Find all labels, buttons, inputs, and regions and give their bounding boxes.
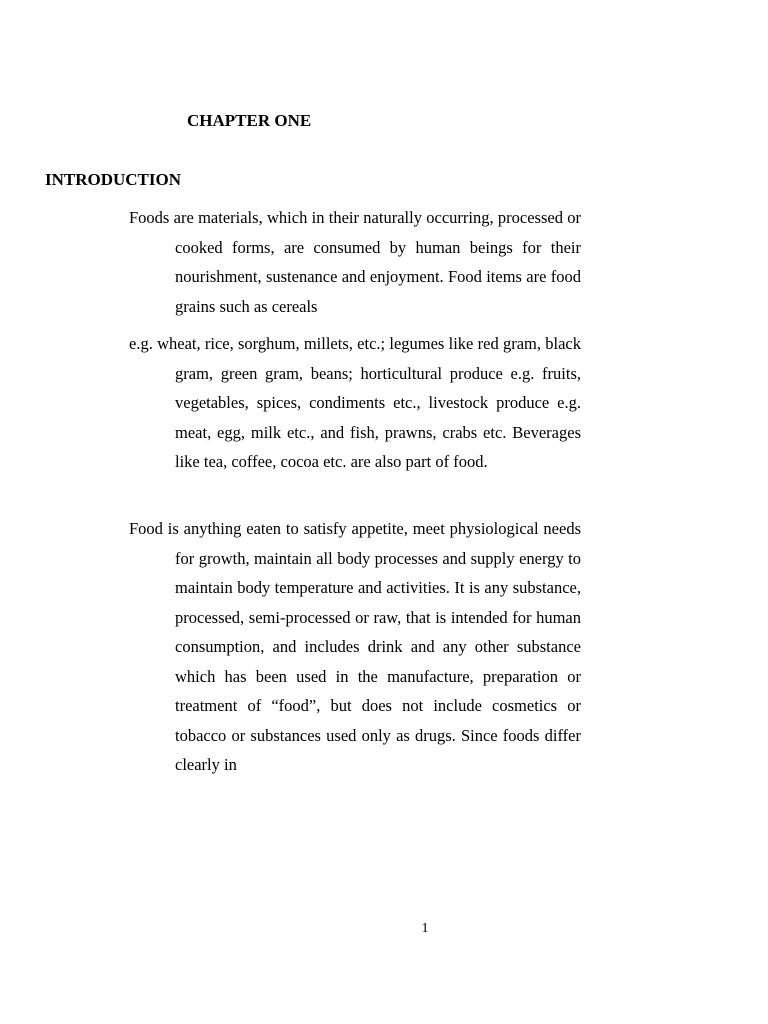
section-heading: INTRODUCTION: [45, 170, 182, 189]
paragraph-food-examples: e.g. wheat, rice, sorghum, millets, etc.; legumes like red gram, black gram, green gram, beans; horticultural produce e.g. fruits, vegetables, spices, condiments etc., livestock produce e.g. meat, egg, milk etc., and fish, prawns, crabs etc. Beverages like tea, coffee, cocoa etc. are also part of food.: [129, 334, 581, 471]
chapter-title: CHAPTER ONE: [187, 111, 312, 130]
paragraph-food-definition: Foods are materials, which in their naturally occurring, processed or cooked forms, are consumed by human beings for their nourishment, sustenance and enjoyment. Food items are food grains such as cereals: [129, 208, 581, 316]
page-number: 1: [421, 921, 429, 936]
paragraph-food-purpose: Food is anything eaten to satisfy appetite, meet physiological needs for growth, maintain all body processes and supply energy to maintain body temperature and activities. It is any substance, processed, semi-processed or raw, that is intended for human consumption, and includes drink and any other substance which has been used in the manufacture, preparation or treatment of “food”, but does not include cosmetics or tobacco or substances used only as drugs. Since foods differ clearly in: [129, 519, 581, 774]
